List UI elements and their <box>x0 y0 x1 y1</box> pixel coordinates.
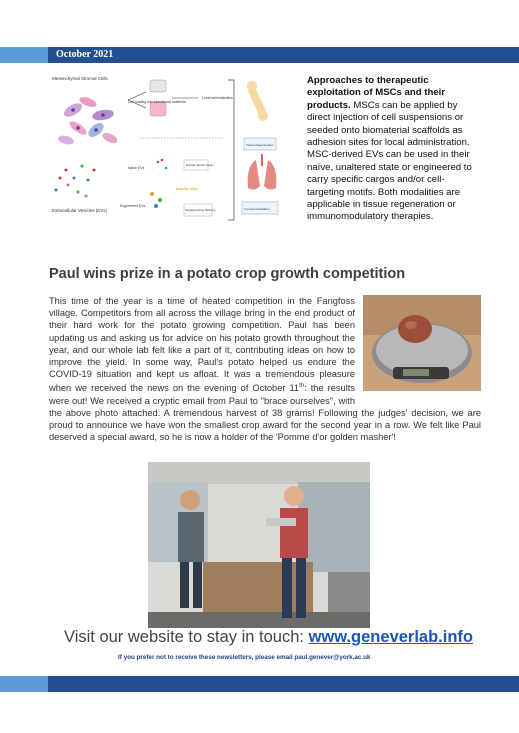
website-link[interactable]: www.geneverlab.info <box>308 628 473 646</box>
engineered-evs-label: Engineered EVs <box>120 204 146 208</box>
cell-loading-label: Cell loading into biomaterial scaffolds <box>128 100 186 104</box>
naive-evs-label: Naive EVs <box>128 166 145 170</box>
article-text-part1: This time of the year is a time of heated competition in the Fangfoss village. Competitors from all across the village bring in the end product of their hard work for the potato growing competition. Paul has been updating us and asking us for advice on his potato growth throughout the year, and our whole lab felt like a part of it, contributing ideas on how to improve the yield. In some way, Paul's potato helped us endure the COVID-19 situation and kept us afloat. It was a tremendous pleasure when we received the news on the evening of October 11 <box>49 296 355 394</box>
footer-accent-dark <box>48 676 519 692</box>
bioactive-label: Bioactive cargo <box>176 187 198 191</box>
tissue-regen-label: Tissue Regeneration <box>246 143 274 147</box>
header-accent-light <box>0 47 48 63</box>
msc-therapy-figure <box>48 70 298 240</box>
lungs-icon <box>248 154 277 190</box>
msc-label: Mesenchymal Stromal Cells <box>52 76 108 81</box>
local-admin-label: Local administration <box>202 96 234 100</box>
footer-bar <box>0 676 519 692</box>
potato-on-scale-photo <box>363 295 481 391</box>
article-sup: th <box>299 383 305 390</box>
issue-date: October 2021 <box>56 49 114 60</box>
visit-text: Visit our website to stay in touch: <box>64 628 309 646</box>
ev-dots-illustration <box>55 165 96 198</box>
figure-caption <box>307 75 477 224</box>
visit-website-line <box>64 628 473 647</box>
caption-title: Approaches to therapeutic exploitation of MSCs and their products. <box>307 75 446 111</box>
caption-text: MSCs can be applied by direct injection of cell suspensions or seeded onto biomaterial scaffolds as adhesion sites for local administration. MSC-derived EVs can be used in their naïve, unaltered state or engineered to carry specific cargos and/or cell-targeting motifs. Both modalities are applicable in tissue regeneration or immunomodulatory therapies. <box>307 99 472 223</box>
footer-accent-light <box>0 676 48 692</box>
unsubscribe-note: If you prefer not to receive these newsletters, please email paul.genever@york.ac.uk <box>118 654 371 661</box>
exploit-cargo-label: Exploit natural cargo <box>186 163 214 167</box>
msc-cells-illustration <box>57 95 119 146</box>
targeted-delivery-label: Targeted Drug Delivery <box>185 208 216 212</box>
article-text-part2: : the results were out! We received a cryptic email from Paul to "brace ourselves", with the above photo attached. A tremendous harvest of 38 grams! Following the judges' decision, we are proud to announce we have won the smallest crop award for the second year in a row. We felt like Paul deserved a special award, so he is now a holder of the 'Pomme d'or golden masher'! <box>49 383 481 443</box>
bone-icon <box>247 81 268 121</box>
ev-label: Extracellular Vesicles (EVs) <box>52 208 108 213</box>
article-title: Paul wins prize in a potato crop growth competition <box>49 266 406 282</box>
prize-ceremony-photo <box>148 462 370 628</box>
header-accent-dark <box>48 47 519 63</box>
immunomodulation-label: Immunomodulation <box>244 207 270 211</box>
header-bar <box>0 47 519 63</box>
article-body <box>49 295 481 444</box>
